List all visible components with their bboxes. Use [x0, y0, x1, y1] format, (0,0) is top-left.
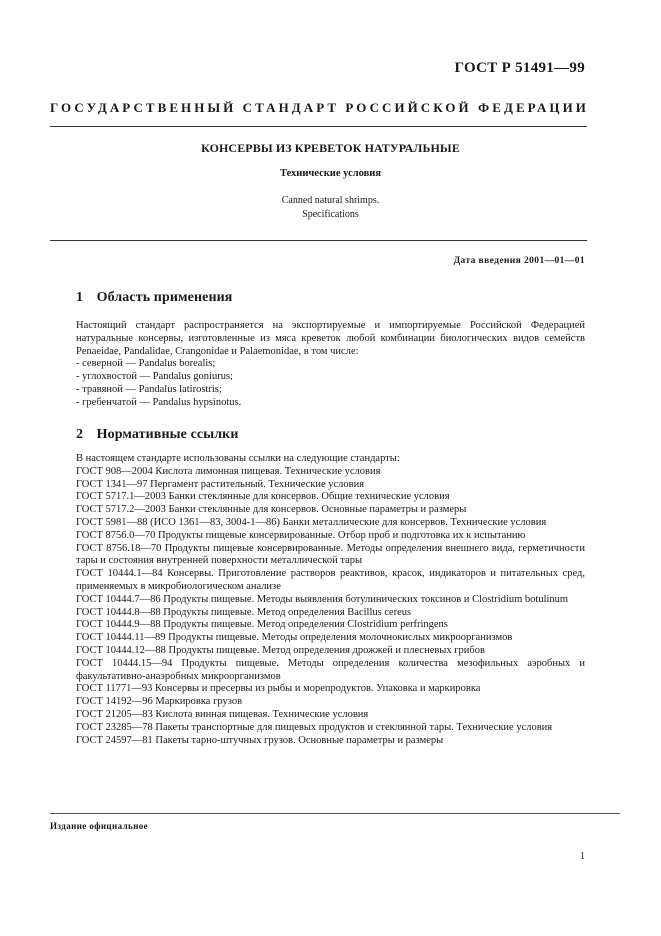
section-1-heading	[76, 290, 232, 306]
reference-item: ГОСТ 5981—88 (ИСО 1361—83, 3004-1—86) Банки металлические для консервов. Технические условия	[76, 516, 547, 528]
section-1-title: Область применения	[96, 290, 233, 305]
reference-item: ГОСТ 8756.0—70 Продукты пищевые консервированные. Отбор проб и подготовка их к испытанию	[76, 529, 526, 541]
section-2-title: Нормативные ссылки	[96, 427, 239, 442]
reference-item: ГОСТ 11771—93 Консервы и пресервы из рыбы и морепродуктов. Упаковка и маркировка	[76, 683, 481, 695]
title-rule	[50, 240, 587, 241]
reference-item: ГОСТ 10444.8—88 Продукты пищевые. Метод определения Bacillus cereus	[76, 606, 412, 618]
reference-item: ГОСТ 5717.1—2003 Банки стеклянные для консервов. Общие технические условия	[76, 491, 450, 503]
list-item: - северной — Pandalus borealis;	[76, 358, 216, 370]
section-2-number: 2	[76, 427, 84, 442]
edition-label: Издание официальное	[50, 821, 149, 831]
reference-item: ГОСТ 1341—97 Пергамент растительный. Технические условия	[76, 478, 365, 490]
section-2-body	[76, 453, 585, 747]
section-1-body	[76, 320, 585, 410]
header-rule	[50, 126, 587, 127]
reference-item: ГОСТ 23285—78 Пакеты транспортные для пищевых продуктов и стеклянной тары. Технические условия	[76, 721, 553, 733]
page-number: 1	[580, 851, 585, 862]
section-2-heading	[76, 427, 239, 443]
reference-item: ГОСТ 21205—83 Кислота винная пищевая. Технические условия	[76, 708, 369, 720]
standard-number: ГОСТ Р 51491—99	[454, 60, 585, 76]
english-title: Canned natural shrimps.	[281, 195, 380, 206]
list-item: - гребенчатой — Pandalus hypsinotus.	[76, 396, 242, 408]
section-1-intro-text: Настоящий стандарт распространяется на экспортируемые и импортируемые Российской Федерацией натуральные консервы, изготовленные из мяса креветок любой комбинации биологических видов семейств Penaeidae, Pandalidae, Crangonidae и Palaemonidae, в том числе:	[76, 320, 585, 357]
reference-item: ГОСТ 10444.11—89 Продукты пищевые. Методы определения молочнокислых микроорганизмов	[76, 632, 513, 644]
document-subtitle: Технические условия	[279, 168, 382, 179]
section-1-intro	[76, 320, 585, 358]
section-2-intro: В настоящем стандарте использованы ссылки на следующие стандарты:	[76, 453, 400, 464]
reference-item: ГОСТ 10444.12—88 Продукты пищевые. Метод определения дрожжей и плесневых грибов	[76, 644, 485, 656]
reference-item: ГОСТ 10444.9—88 Продукты пищевые. Метод определения Clostridium perfringens	[76, 619, 448, 631]
section-1-number: 1	[76, 290, 84, 305]
reference-item: ГОСТ 10444.1—84 Консервы. Приготовление растворов реактивов, красок, индикаторов и питательных сред, применяемых в микробиологическом анализе	[76, 568, 585, 592]
reference-item: ГОСТ 14192—96 Маркировка грузов	[76, 696, 243, 708]
english-subtitle: Specifications	[302, 209, 359, 220]
list-item: - углохвостой — Pandalus goniurus;	[76, 371, 233, 383]
introduction-date: Дата введения 2001—01—01	[453, 256, 585, 266]
reference-item: ГОСТ 8756.18—70 Продукты пищевые консервированные. Методы определения внешнего вида, герметичности тары и состояния внутренней поверхности металлической тары	[76, 542, 585, 567]
standard-header: ГОСУДАРСТВЕННЫЙ СТАНДАРТ РОССИЙСКОЙ ФЕДЕРАЦИИ	[50, 100, 589, 115]
english-title-block	[0, 194, 661, 222]
footer-rule	[50, 813, 620, 814]
reference-item: ГОСТ 10444.15—94 Продукты пищевые. Методы определения количества мезофильных аэробных и факультативно-анаэробных микроорганизмов	[76, 657, 585, 682]
list-item: - травяной — Pandalus latirostris;	[76, 383, 222, 395]
document-title: КОНСЕРВЫ ИЗ КРЕВЕТОК НАТУРАЛЬНЫЕ	[201, 141, 460, 155]
reference-item: ГОСТ 5717.2—2003 Банки стеклянные для консервов. Основные параметры и размеры	[76, 504, 467, 516]
reference-item: ГОСТ 24597—81 Пакеты тарно-штучных грузов. Основные параметры и размеры	[76, 734, 444, 746]
reference-item: ГОСТ 908—2004 Кислота лимонная пищевая. Технические условия	[76, 465, 381, 477]
reference-item: ГОСТ 10444.7—86 Продукты пищевые. Методы выявления ботулинических токсинов и Clostridium botulinum	[76, 593, 569, 605]
